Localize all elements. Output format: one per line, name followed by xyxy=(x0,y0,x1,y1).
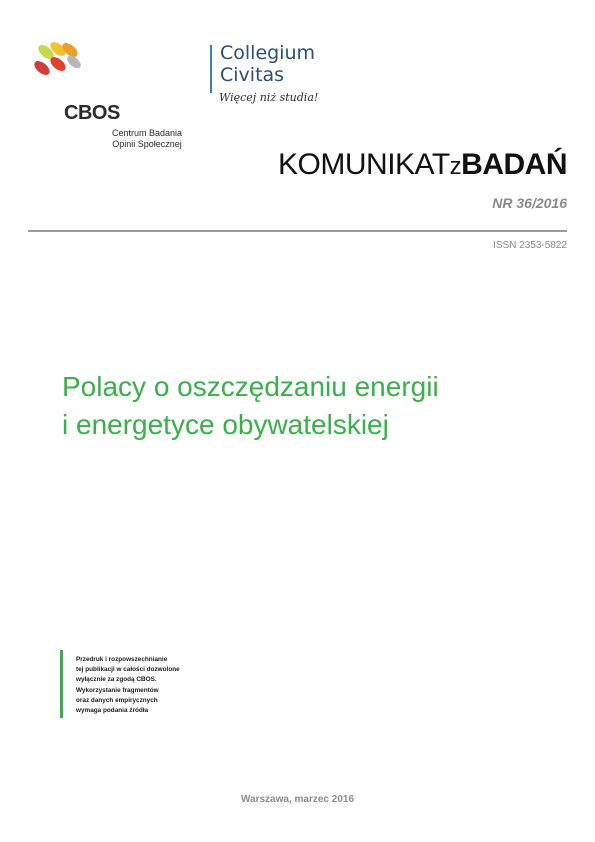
series-title-part3: BADAŃ xyxy=(461,148,567,181)
notice-text xyxy=(76,655,180,716)
series-title-part1: KOMUNIKAT xyxy=(278,148,450,181)
collegium-civitas-logo xyxy=(210,42,360,112)
notice-line: wyłącznie za zgodą CBOS. xyxy=(76,676,157,684)
collegium-accent-bar xyxy=(210,45,212,93)
collegium-name-line2: Civitas xyxy=(220,64,285,86)
cbos-name: CBOS xyxy=(64,102,120,124)
collegium-tagline: Więcej niż studia! xyxy=(219,91,319,104)
notice-accent-bar xyxy=(60,650,63,718)
series-title-part2: z xyxy=(449,153,462,180)
footer-place-date: Warszawa, marzec 2016 xyxy=(240,794,355,805)
publication-series-title xyxy=(278,148,567,182)
header-divider xyxy=(28,230,567,232)
cbos-logo-mark-icon xyxy=(32,40,94,92)
report-title xyxy=(62,368,562,444)
cbos-subtitle-line1: Centrum Badania xyxy=(111,128,183,138)
cbos-logo xyxy=(32,40,183,149)
collegium-name-line1: Collegium xyxy=(220,42,316,64)
notice-line: oraz danych empirycznych xyxy=(76,696,158,704)
copyright-notice xyxy=(60,650,240,718)
notice-line: Wykorzystanie fragmentów xyxy=(76,686,159,694)
issn-number: ISSN 2353-5822 xyxy=(493,240,567,251)
notice-line: Przedruk i rozpowszechnianie xyxy=(76,656,168,663)
notice-line: tej publikacji w całości dozwolone xyxy=(76,666,180,674)
report-title-line1: Polacy o oszczędzaniu energii xyxy=(62,371,439,402)
notice-line: wymaga podania źródła xyxy=(76,707,149,715)
issue-number: NR 36/2016 xyxy=(492,195,567,211)
report-title-line2: i energetyce obywatelskiej xyxy=(62,409,389,440)
cbos-subtitle-line2: Opinii Społecznej xyxy=(112,139,182,149)
cbos-subtitle xyxy=(82,128,212,150)
